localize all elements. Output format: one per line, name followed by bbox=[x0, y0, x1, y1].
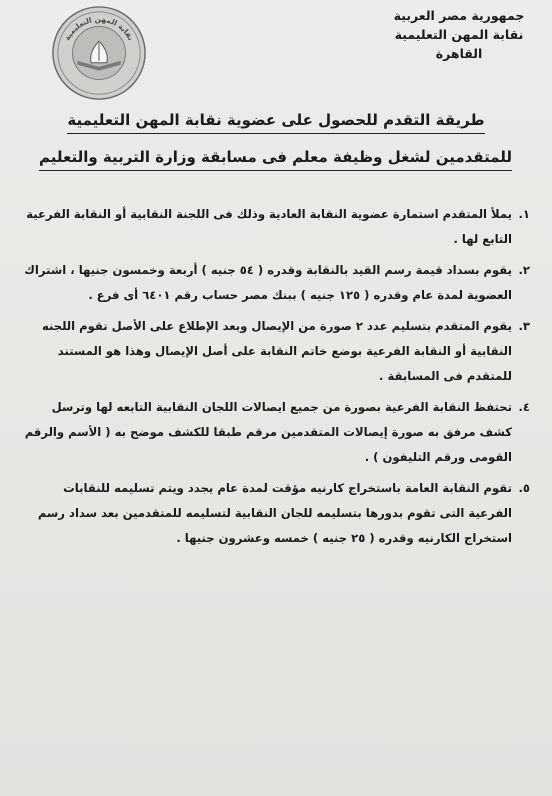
procedure-list bbox=[22, 202, 530, 557]
item-text bbox=[22, 258, 512, 308]
list-item bbox=[22, 258, 530, 308]
item-number: ٥. bbox=[518, 481, 530, 495]
list-item bbox=[22, 395, 530, 470]
item-line: التابع لها . bbox=[453, 232, 512, 246]
item-number: ١. bbox=[518, 207, 530, 221]
item-text bbox=[22, 476, 512, 551]
list-item bbox=[22, 202, 530, 252]
item-line: الفرعية التى تقوم بدورها بتسليمه للجان النقابية لتسليمه للمتقدمين بعد سداد رسم bbox=[37, 506, 512, 520]
item-text bbox=[22, 395, 512, 470]
item-number: ٤. bbox=[518, 400, 530, 414]
list-item bbox=[22, 476, 530, 551]
item-text bbox=[22, 314, 512, 389]
item-line: القومى ورقم التليفون ) . bbox=[364, 450, 512, 464]
item-line: يملأ المتقدم استمارة عضوية النقابة العادية وذلك فى اللجنة النقابية أو النقابة الفرعية bbox=[26, 207, 512, 221]
logo-lettering: نقابة المهن التعليمية bbox=[62, 14, 136, 42]
header-line-syndicate: نقابة المهن التعليمية bbox=[394, 27, 524, 42]
item-line: كشف مرفق به صورة إيصالات المتقدمين مرقم طبقا للكشف موضح به ( الأسم والرقم bbox=[24, 425, 512, 439]
item-line: يقوم المتقدم بتسليم عدد ٢ صورة من الإيصال وبعد الإطلاع على الأصل تقوم اللجنه bbox=[41, 319, 512, 333]
title-line-2: للمتقدمين لشغل وظيفة معلم فى مسابقة وزارة التربية والتعليم bbox=[39, 144, 512, 171]
syndicate-logo-icon bbox=[50, 4, 148, 102]
document-title bbox=[40, 103, 512, 177]
item-number: ٣. bbox=[518, 319, 530, 333]
item-line: العضوية لمدة عام وقدره ( ١٢٥ جنيه ) ببنك مصر حساب رقم ٦٤٠١ أى فرع . bbox=[88, 288, 512, 302]
header-line-city: القاهرة bbox=[435, 46, 483, 61]
item-line: تحتفظ النقابة الفرعية بصورة من جميع ايصالات اللجان النقابية التابعه لها وترسل bbox=[51, 400, 512, 414]
item-line: يقوم بسداد قيمة رسم القيد بالنقابة وقدره ( ٥٤ جنيه ) أربعة وخمسون جنيها ، اشتراك bbox=[24, 263, 512, 277]
item-line: تقوم النقابة العامة باستخراج كارنيه مؤقت لمدة عام يجدد ويتم تسليمه للنقابات bbox=[63, 481, 512, 495]
item-text bbox=[22, 202, 512, 252]
organization-header bbox=[384, 6, 534, 63]
item-line: النقابية أو النقابة الفرعية بوضع خاتم النقابة على أصل الإيصال وهذا هو المستند bbox=[57, 344, 512, 358]
item-number: ٢. bbox=[518, 263, 530, 277]
item-line: للمتقدم فى المسابقة . bbox=[379, 369, 512, 383]
list-item bbox=[22, 314, 530, 389]
item-line: استخراج الكارنيه وقدره ( ٢٥ جنيه ) خمسه وعشرون جنيها . bbox=[176, 531, 512, 545]
header-line-country: جمهورية مصر العربية bbox=[393, 8, 525, 23]
title-line-1: طريقة التقدم للحصول على عضوية نقابة المهن التعليمية bbox=[67, 107, 484, 134]
